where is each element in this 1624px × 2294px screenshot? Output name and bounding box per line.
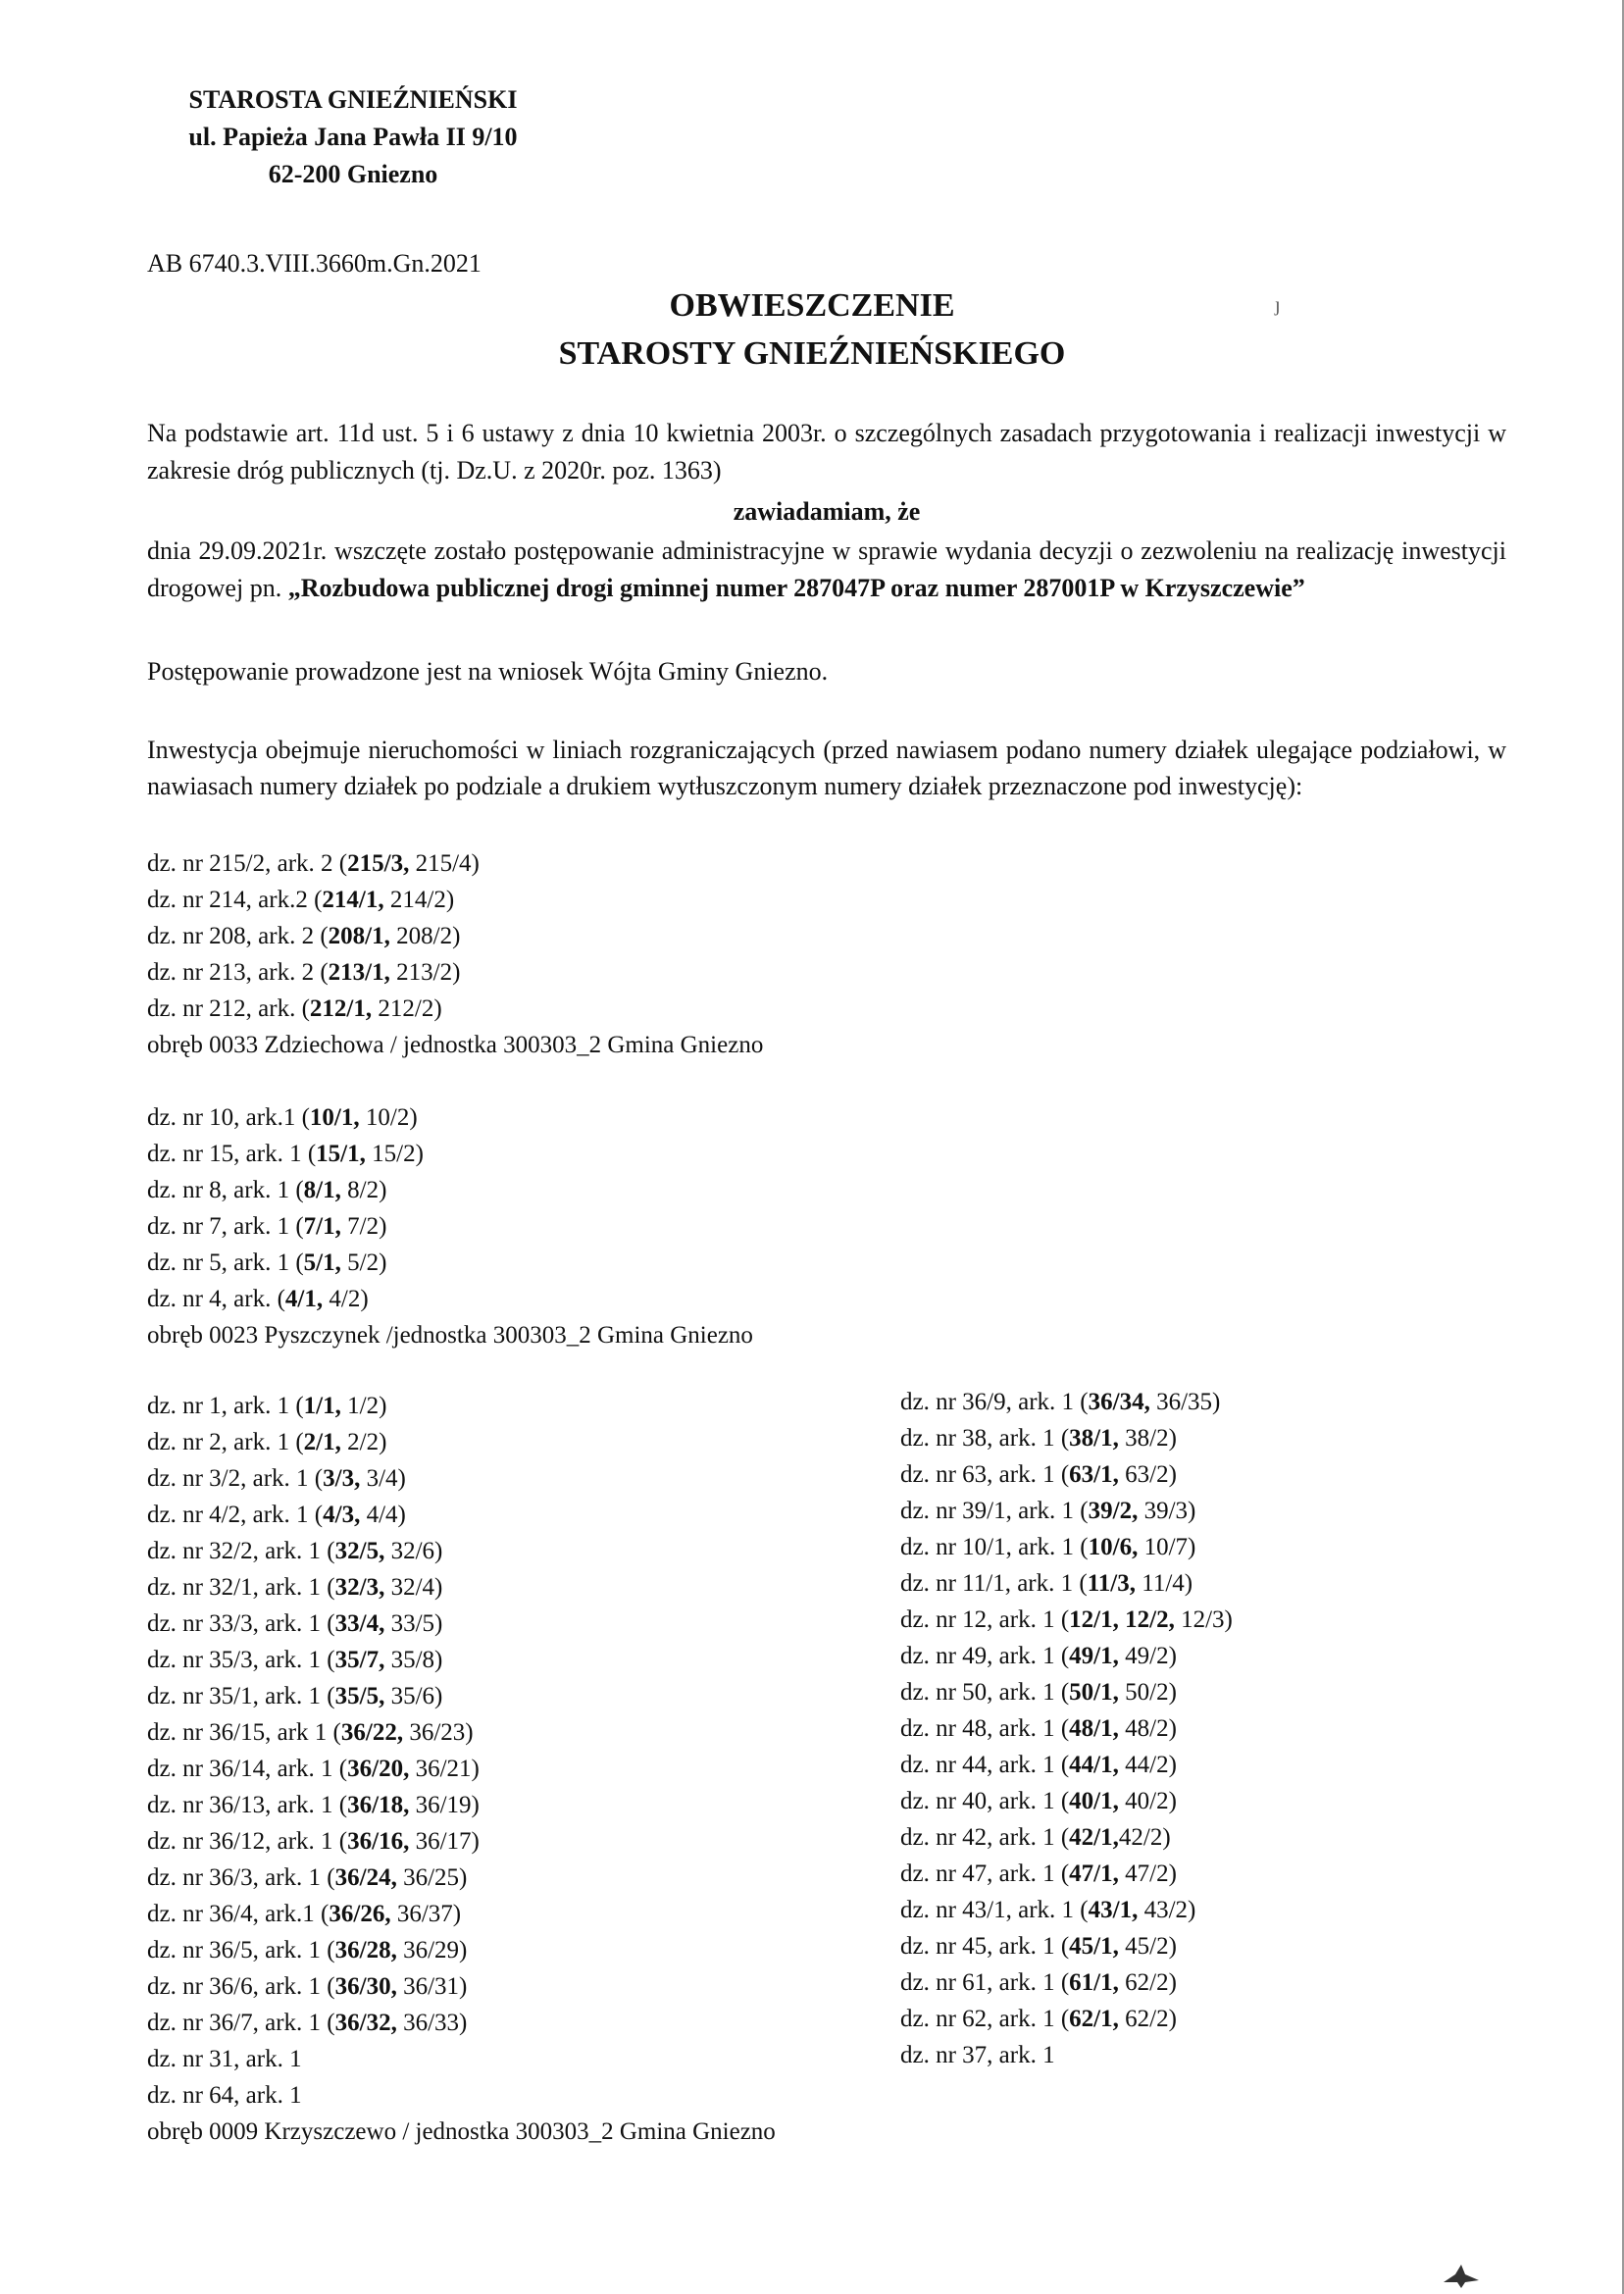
parcel-item: dz. nr 36/6, ark. 1 (36/30, 36/31) xyxy=(147,1973,468,2000)
obreb-label: obręb 0023 Pyszczynek /jednostka 300303_2 Gmina Gniezno xyxy=(147,1322,753,1349)
parcel-item: dz. nr 44, ark. 1 (44/1, 44/2) xyxy=(900,1752,1177,1778)
parcel-item: dz. nr 10/1, ark. 1 (10/6, 10/7) xyxy=(900,1534,1196,1560)
parcel-item: dz. nr 35/1, ark. 1 (35/5, 35/6) xyxy=(147,1683,443,1709)
title-line-2: STAROSTY GNIEŹNIEŃSKIEGO xyxy=(558,335,1066,372)
parcel-item: dz. nr 32/1, ark. 1 (32/3, 32/4) xyxy=(147,1574,443,1601)
parcel-item: dz. nr 15, ark. 1 (15/1, 15/2) xyxy=(147,1141,424,1167)
parcel-item: dz. nr 2, ark. 1 (2/1, 2/2) xyxy=(147,1429,387,1455)
project-name: „Rozbudowa publicznej drogi gminnej numer 287047P oraz numer 287001P w Krzyszczewie” xyxy=(287,574,1305,602)
parcel-group-pyszczynek xyxy=(147,1099,753,1353)
title-line-1: OBWIESZCZENIE xyxy=(669,287,955,324)
obreb-label: obręb 0033 Zdziechowa / jednostka 300303_2 Gmina Gniezno xyxy=(147,1032,764,1058)
parcel-item: dz. nr 8, ark. 1 (8/1, 8/2) xyxy=(147,1177,387,1203)
scope-paragraph: Inwestycja obejmuje nieruchomości w liniach rozgraniczających (przed nawiasem podano numery działek ulegające podziałowi, w nawiasach numery działek po podziale a drukiem wytłuszczonym numery działek przeznaczone pod inwestycję): xyxy=(147,736,1506,800)
parcel-item: dz. nr 213, ark. 2 (213/1, 213/2) xyxy=(147,959,461,986)
parcel-item: dz. nr 39/1, ark. 1 (39/2, 39/3) xyxy=(900,1498,1196,1524)
parcel-item: dz. nr 36/13, ark. 1 (36/18, 36/19) xyxy=(147,1792,480,1818)
parcel-item: dz. nr 35/3, ark. 1 (35/7, 35/8) xyxy=(147,1647,443,1673)
parcel-item: dz. nr 62, ark. 1 (62/1, 62/2) xyxy=(900,2006,1177,2032)
parcel-item: dz. nr 43/1, ark. 1 (43/1, 43/2) xyxy=(900,1897,1196,1923)
intro-paragraph: Na podstawie art. 11d ust. 5 i 6 ustawy z dnia 10 kwietnia 2003r. o szczególnych zasadach przygotowania i realizacji inwestycji w zakresie dróg publicznych (tj. Dz.U. z 2020r. poz. 1363) xyxy=(147,419,1506,484)
parcel-item: dz. nr 4, ark. (4/1, 4/2) xyxy=(147,1286,369,1312)
announcement: zawiadamiam, że xyxy=(733,497,921,526)
body-paragraph xyxy=(147,533,1506,607)
parcel-item: dz. nr 12, ark. 1 (12/1, 12/2, 12/3) xyxy=(900,1606,1233,1633)
body-text: dnia 29.09.2021r. wszczęte zostało postępowanie administracyjne w sprawie wydania decyzji o zezwoleniu na realizację inwestycji drogowej pn. xyxy=(147,536,1506,602)
parcel-item: dz. nr 36/12, ark. 1 (36/16, 36/17) xyxy=(147,1828,480,1855)
parcel-item: dz. nr 32/2, ark. 1 (32/5, 32/6) xyxy=(147,1538,443,1564)
parcel-item: dz. nr 42, ark. 1 (42/1,42/2) xyxy=(900,1824,1171,1851)
parcel-item: dz. nr 7, ark. 1 (7/1, 7/2) xyxy=(147,1213,387,1240)
parcel-group-krzyszczewo-left xyxy=(147,1388,776,2150)
parcel-item: dz. nr 36/9, ark. 1 (36/34, 36/35) xyxy=(900,1389,1221,1415)
parcel-item: dz. nr 5, ark. 1 (5/1, 5/2) xyxy=(147,1249,387,1276)
parcel-item: dz. nr 11/1, ark. 1 (11/3, 11/4) xyxy=(900,1570,1193,1597)
parcel-item: dz. nr 36/3, ark. 1 (36/24, 36/25) xyxy=(147,1864,468,1891)
applicant-line: Postępowanie prowadzone jest na wniosek Wójta Gminy Gniezno. xyxy=(147,657,829,686)
parcel-item: dz. nr 208, ark. 2 (208/1, 208/2) xyxy=(147,923,461,949)
parcel-item: dz. nr 40, ark. 1 (40/1, 40/2) xyxy=(900,1788,1177,1814)
parcel-item: dz. nr 10, ark.1 (10/1, 10/2) xyxy=(147,1104,418,1131)
parcel-item: dz. nr 212, ark. (212/1, 212/2) xyxy=(147,995,442,1022)
parcel-item: dz. nr 47, ark. 1 (47/1, 47/2) xyxy=(900,1861,1177,1887)
parcel-item: dz. nr 38, ark. 1 (38/1, 38/2) xyxy=(900,1425,1177,1452)
parcel-item: dz. nr 36/7, ark. 1 (36/32, 36/33) xyxy=(147,2010,468,2036)
parcel-item: dz. nr 3/2, ark. 1 (3/3, 3/4) xyxy=(147,1465,406,1492)
reference-number: AB 6740.3.VIII.3660m.Gn.2021 xyxy=(147,249,482,278)
header-block xyxy=(147,81,559,193)
parcel-item: dz. nr 45, ark. 1 (45/1, 45/2) xyxy=(900,1933,1177,1960)
scan-artifact-icon xyxy=(1442,2261,1481,2290)
scan-mark: ȷ xyxy=(1275,294,1281,316)
parcel-group-krzyszczewo-right xyxy=(900,1384,1233,2073)
parcel-item: dz. nr 33/3, ark. 1 (33/4, 33/5) xyxy=(147,1610,443,1637)
parcel-item: dz. nr 61, ark. 1 (61/1, 62/2) xyxy=(900,1969,1177,1996)
parcel-item: dz. nr 50, ark. 1 (50/1, 50/2) xyxy=(900,1679,1177,1706)
parcel-item: dz. nr 31, ark. 1 xyxy=(147,2046,302,2072)
parcel-item: dz. nr 1, ark. 1 (1/1, 1/2) xyxy=(147,1393,387,1419)
parcel-item: dz. nr 63, ark. 1 (63/1, 63/2) xyxy=(900,1461,1177,1488)
office-city: 62-200 Gniezno xyxy=(268,160,438,188)
office-street: ul. Papieża Jana Pawła II 9/10 xyxy=(188,123,518,151)
parcel-group-zdziechowa xyxy=(147,845,763,1063)
parcel-item: dz. nr 214, ark.2 (214/1, 214/2) xyxy=(147,887,455,913)
parcel-item: dz. nr 36/4, ark.1 (36/26, 36/37) xyxy=(147,1901,462,1927)
office-name: STAROSTA GNIEŹNIEŃSKI xyxy=(188,85,518,114)
parcel-item: dz. nr 215/2, ark. 2 (215/3, 215/4) xyxy=(147,850,480,877)
parcel-item: dz. nr 48, ark. 1 (48/1, 48/2) xyxy=(900,1715,1177,1742)
parcel-item: dz. nr 36/14, ark. 1 (36/20, 36/21) xyxy=(147,1756,480,1782)
parcel-item: dz. nr 37, ark. 1 xyxy=(900,2042,1055,2068)
parcel-item: dz. nr 36/5, ark. 1 (36/28, 36/29) xyxy=(147,1937,468,1963)
parcel-item: dz. nr 36/15, ark 1 (36/22, 36/23) xyxy=(147,1719,474,1746)
parcel-item: dz. nr 4/2, ark. 1 (4/3, 4/4) xyxy=(147,1502,406,1528)
obreb-label: obręb 0009 Krzyszczewo / jednostka 300303_2 Gmina Gniezno xyxy=(147,2118,776,2145)
parcel-item: dz. nr 49, ark. 1 (49/1, 49/2) xyxy=(900,1643,1177,1669)
parcel-item: dz. nr 64, ark. 1 xyxy=(147,2082,302,2109)
